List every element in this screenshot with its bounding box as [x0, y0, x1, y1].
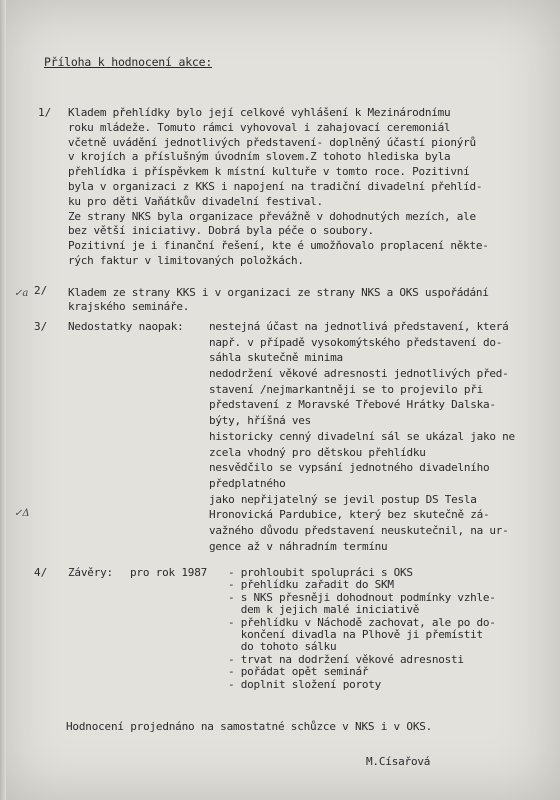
text-line: ku pro děti Vaňátkův divadelní festival. — [68, 194, 323, 208]
text-line: byla v organizaci z KKS i napojení na tradiční divadelní přehlíd- — [68, 179, 483, 193]
section-1-text — [68, 106, 489, 269]
text-line: Kladem ze strany KKS i v organizaci ze strany NKS a OKS uspořádání — [68, 286, 489, 299]
section-4-year-label: pro rok 1987 — [130, 566, 208, 579]
text-line: dem k jejich malé iniciativě — [228, 603, 420, 617]
signature: M.Císařová — [366, 755, 431, 768]
section-3-number: 3/ — [34, 320, 48, 333]
text-line: přehlídka i příspěvkem k místní kultuře v tomto roce. Pozitivní — [68, 165, 470, 179]
text-line: představení z Moravské Třebové Hrátky Dalska- — [209, 398, 496, 412]
text-line: gence až v náhradním termínu — [209, 539, 388, 553]
handwritten-mark-section-3: ✓Δ — [14, 508, 30, 519]
text-line: Pozitivní je i finanční řešení, kte é umožňovalo proplacení někte- — [68, 239, 489, 253]
text-line: roku mládeže. Tomuto rámci vyhovoval i zahajovací ceremoniál — [68, 120, 451, 134]
text-line: - pořádat opět seminář — [228, 665, 369, 679]
text-line: Kladem přehlídky bylo její celkové vyhlášení k Mezinárodnímu — [68, 106, 451, 119]
section-1-number: 1/ — [38, 106, 52, 119]
handwritten-mark-section-2: ✓a — [14, 288, 29, 299]
text-line: např. v případě vysokomýtského představení do- — [209, 335, 503, 349]
text-line: Hronovická Pardubice, který bez skutečně zá- — [209, 508, 490, 522]
section-4-number: 4/ — [34, 566, 48, 579]
text-line: sáhla skutečně minima — [209, 351, 343, 365]
text-line: v krojích a příslušným úvodním slovem.Z tohoto hlediska byla — [68, 150, 451, 164]
section-2-number: 2/ — [34, 284, 48, 297]
document-heading: Příloha k hodnocení akce: — [44, 55, 213, 69]
text-line: nedodržení věkové adresnosti jednotlivých před- — [209, 367, 509, 381]
text-line: krajského semináře. — [68, 300, 190, 313]
text-line: - přehlídku v Náchodě zachovat, ale po do- — [228, 615, 496, 629]
text-line: - prohloubit spolupráci s OKS — [228, 566, 413, 579]
page-fold-shadow — [0, 0, 6, 800]
section-4-text — [228, 566, 496, 690]
text-line: - přehlídku zařadit do SKM — [228, 578, 394, 592]
text-line: končení divadla na Plhově ji přemístit — [228, 627, 483, 641]
section-3-text — [209, 320, 515, 555]
text-line: zcela vhodný pro dětskou přehlídku — [209, 445, 426, 459]
text-line: bez větší iniciativy. Dobrá byla péče o soubory. — [68, 224, 374, 238]
text-line: važného důvodu představení neuskutečnil, na ur- — [209, 523, 509, 537]
text-line: býty, hříšná ves — [209, 414, 311, 428]
section-4-label: Závěry: — [68, 566, 113, 579]
text-line: - doplnit složení poroty — [228, 677, 381, 691]
footer-note: Hodnocení projednáno na samostatné schůzce v NKS i v OKS. — [66, 720, 433, 733]
text-line: do tohoto sálku — [228, 640, 337, 654]
text-line: včetně uvádění jednotlivých představení- doplněný účastí pionýrů — [68, 135, 476, 149]
text-line: stavení /nejmarkantněji se to projevilo při — [209, 382, 484, 396]
text-line: nesvědčilo se vypsání jednotného divadelního — [209, 461, 490, 475]
section-2-text — [68, 286, 489, 314]
text-line: - s NKS přesněji dohodnout podmínky vzhle- — [228, 590, 496, 604]
text-line: předplatného — [209, 476, 286, 490]
section-3-label: Nedostatky naopak: — [68, 320, 184, 333]
text-line: historicky cenný divadelní sál se ukázal jako ne — [209, 429, 515, 443]
text-line: nestejná účast na jednotlivá představení, která — [209, 320, 509, 333]
text-line: - trvat na dodržení věkové adresnosti — [228, 652, 464, 666]
text-line: rých faktur v limitovaných položkách. — [68, 253, 304, 267]
text-line: jako nepřijatelný se jevil postup DS Tesla — [209, 492, 477, 506]
text-line: Ze strany NKS byla organizace převážně v dohodnutých mezích, ale — [68, 209, 476, 223]
